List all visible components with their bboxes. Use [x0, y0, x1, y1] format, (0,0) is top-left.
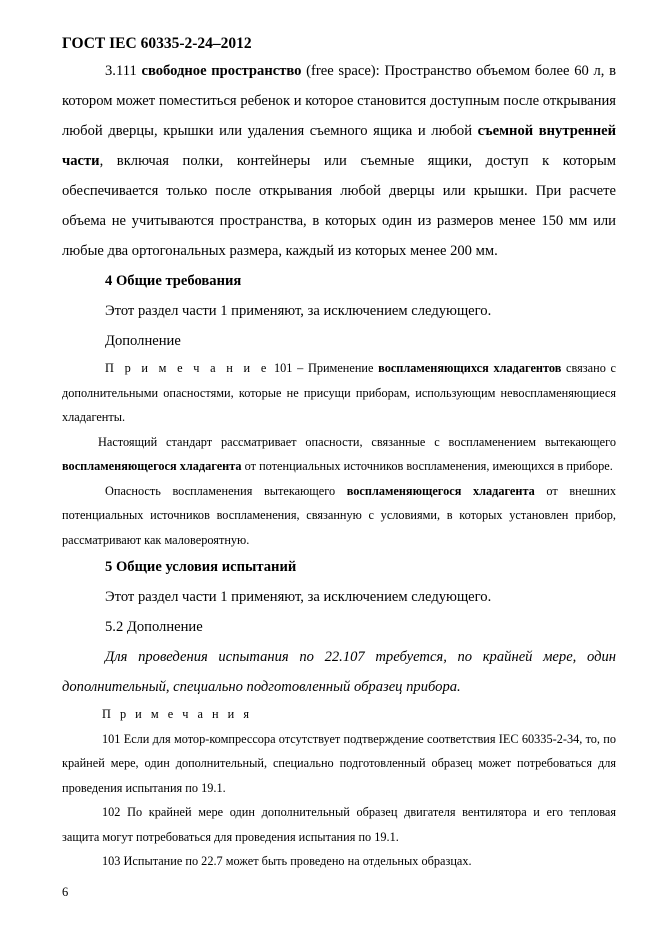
section-4-intro: Этот раздел части 1 применяют, за исключением следующего. — [105, 303, 492, 319]
section-5-heading: 5 Общие условия испытаний — [105, 559, 297, 575]
note-label: П р и м е ч а н и е — [105, 361, 270, 375]
note-101: П р и м е ч а н и е 101 – Применение воспламеняющихся хладагентов связано с дополнительными опасностями, которые не присущи приборам, использующим невоспламеняющиеся хладагенты. — [62, 361, 616, 424]
section-4-heading: 4 Общие требования — [105, 273, 242, 289]
section-4-addition: Дополнение — [105, 333, 181, 349]
section-5-2-text: Для проведения испытания по 22.107 требуется, по крайней мере, один дополнительный, специально подготовленный образец прибора. — [62, 649, 616, 695]
standard-header: ГОСТ IEC 60335-2-24–2012 — [62, 35, 252, 52]
document-page — [62, 34, 616, 874]
note-102-fan-motor: 102 По крайней мере один дополнительный образец двигателя вентилятора и его тепловая защита могут потребоваться для проведения испытания по 19.1. — [62, 805, 616, 844]
section-4-paragraph-3: Настоящий стандарт рассматривает опасности, связанные с воспламенением вытекающего воспламеняющегося хладагента от потенциальных источников воспламенения, имеющихся в приборе. — [62, 434, 616, 473]
section-5-2-addition: 5.2 Дополнение — [105, 619, 203, 635]
section-4-paragraph-4: Опасность воспламенения вытекающего воспламеняющегося хладагента от внешних потенциальных источников воспламенения, связанную с условиями, в которых установлен прибор, рассматривают как маловероятную. — [62, 483, 617, 547]
definition-3-111: 3.111 свободное пространство (free space): Пространство объемом более 60 л, в котором может поместиться ребенок и которое становится доступным после открывания любой дверцы, крышки или удаления съемного ящика и любой съемной внутренней части, включая полки, контейнеры или съемные ящики, доступ к которым обеспечивается только после открывания любой дверцы или крышки. При расчете объема не учитываются пространства, в которых один из размеров менее 150 мм или любые два ортогональных размера, каждый из которых менее 200 мм. — [62, 63, 617, 259]
page-number: 6 — [62, 885, 69, 899]
term-free-space: свободное пространство — [141, 63, 302, 79]
note-101-motor-compressor: 101 Если для мотор-компрессора отсутствует подтверждение соответствия IEC 60335-2-34, то, по крайней мере, один дополнительный, специально подготовленный образец может потребоваться для проведения испытания по 19.1. — [62, 731, 616, 795]
section-5-intro: Этот раздел части 1 применяют, за исключением следующего. — [105, 589, 492, 605]
notes-label: П р и м е ч а н и я — [102, 707, 252, 721]
term-removable-part: съемной внутренней части — [62, 123, 616, 169]
note-103-separate-samples: 103 Испытание по 22.7 может быть проведено на отдельных образцах. — [102, 854, 472, 868]
